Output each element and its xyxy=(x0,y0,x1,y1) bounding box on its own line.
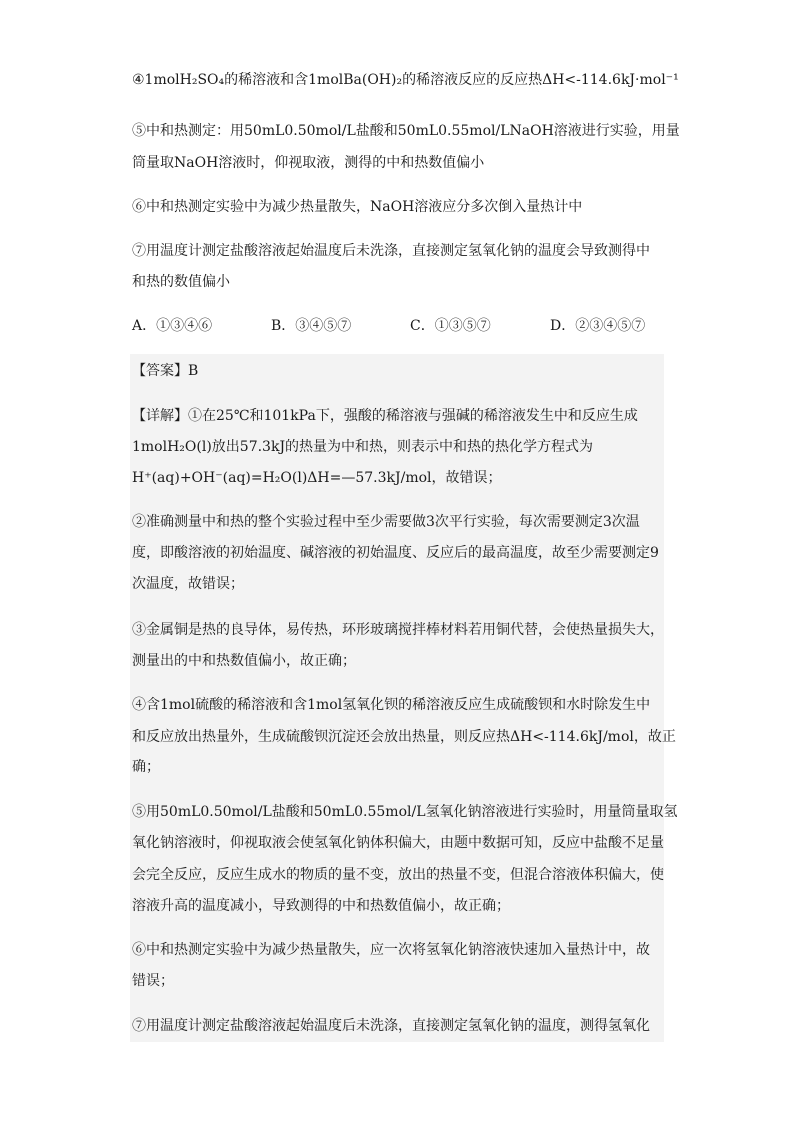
detail-3-line-2: 测量出的中和热数值偏小，故正确； xyxy=(132,653,356,669)
detail-1-line-1: 【详解】①在25℃和101kPa下，强酸的稀溶液与强碱的稀溶液发生中和反应生成 xyxy=(132,408,638,424)
detail-6-line-1: ⑥中和热测定实验中为减少热量散失，应一次将氢氧化钠溶液快速加入量热计中，故 xyxy=(132,942,650,958)
option-b: B．③④⑤⑦ xyxy=(271,318,352,334)
option-a: A．①③④⑥ xyxy=(132,318,213,334)
question-item-4: ④1molH₂SO₄的稀溶液和含1molBa(OH)₂的稀溶液反应的反应热ΔH<-114.6kJ·mol⁻¹ xyxy=(132,72,679,88)
answer-label: 【答案】B xyxy=(132,363,199,379)
detail-6-line-2: 错误； xyxy=(132,973,174,989)
detail-2-line-3: 次温度，故错误； xyxy=(132,576,244,592)
detail-1-line-2: 1molH₂O(l)放出57.3kJ的热量为中和热，则表示中和热的热化学方程式为 xyxy=(132,439,594,455)
detail-5-line-2: 氧化钠溶液时，仰视取液会使氢氧化钠体积偏大，由题中数据可知，反应中盐酸不足量 xyxy=(132,835,664,851)
question-item-5-line-1: ⑤中和热测定：用50mL0.50mol/L盐酸和50mL0.55mol/LNaOH溶液进行实验，用量 xyxy=(132,123,680,139)
detail-5-line-4: 溶液升高的温度减小，导致测得的中和热数值偏小，故正确； xyxy=(132,898,510,914)
detail-4-line-3: 确； xyxy=(132,759,160,775)
option-c: C．①③⑤⑦ xyxy=(410,318,491,334)
detail-1-line-3: H⁺(aq)+OH⁻(aq)=H₂O(l)ΔH=—57.3kJ/mol，故错误； xyxy=(132,470,502,486)
question-item-7-line-1: ⑦用温度计测定盐酸溶液起始温度后未洗涤，直接测定氢氧化钠的温度会导致测得中 xyxy=(132,243,650,259)
detail-2-line-1: ②准确测量中和热的整个实验过程中至少需要做3次平行实验，每次需要测定3次温 xyxy=(132,514,640,530)
detail-4-line-1: ④含1mol硫酸的稀溶液和含1mol氢氧化钡的稀溶液反应生成硫酸钡和水时除发生中 xyxy=(132,697,651,713)
question-item-6: ⑥中和热测定实验中为减少热量散失，NaOH溶液应分多次倒入量热计中 xyxy=(132,199,583,215)
detail-5-line-3: 会完全反应，反应生成水的物质的量不变，放出的热量不变，但混合溶液体积偏大，使 xyxy=(132,867,664,883)
detail-2-line-2: 度，即酸溶液的初始温度、碱溶液的初始温度、反应后的最高温度，故至少需要测定9 xyxy=(132,545,659,561)
detail-4-line-2: 和反应放出热量外，生成硫酸钡沉淀还会放出热量，则反应热ΔH<-114.6kJ/mol，故正 xyxy=(132,729,676,745)
answer-options xyxy=(132,316,672,336)
detail-5-line-1: ⑤用50mL0.50mol/L盐酸和50mL0.55mol/L氢氧化钠溶液进行实验时，用量筒量取氢 xyxy=(132,804,678,820)
question-item-5-line-2: 筒量取NaOH溶液时，仰视取液，测得的中和热数值偏小 xyxy=(132,155,485,171)
question-item-7-line-2: 和热的数值偏小 xyxy=(132,274,230,290)
detail-3-line-1: ③金属铜是热的良导体，易传热，环形玻璃搅拌棒材料若用铜代替，会使热量损失大， xyxy=(132,622,664,638)
detail-7-line-1: ⑦用温度计测定盐酸溶液起始温度后未洗涤，直接测定氢氧化钠的温度，测得氢氧化 xyxy=(132,1018,650,1034)
option-d: D．②③④⑤⑦ xyxy=(550,318,646,334)
